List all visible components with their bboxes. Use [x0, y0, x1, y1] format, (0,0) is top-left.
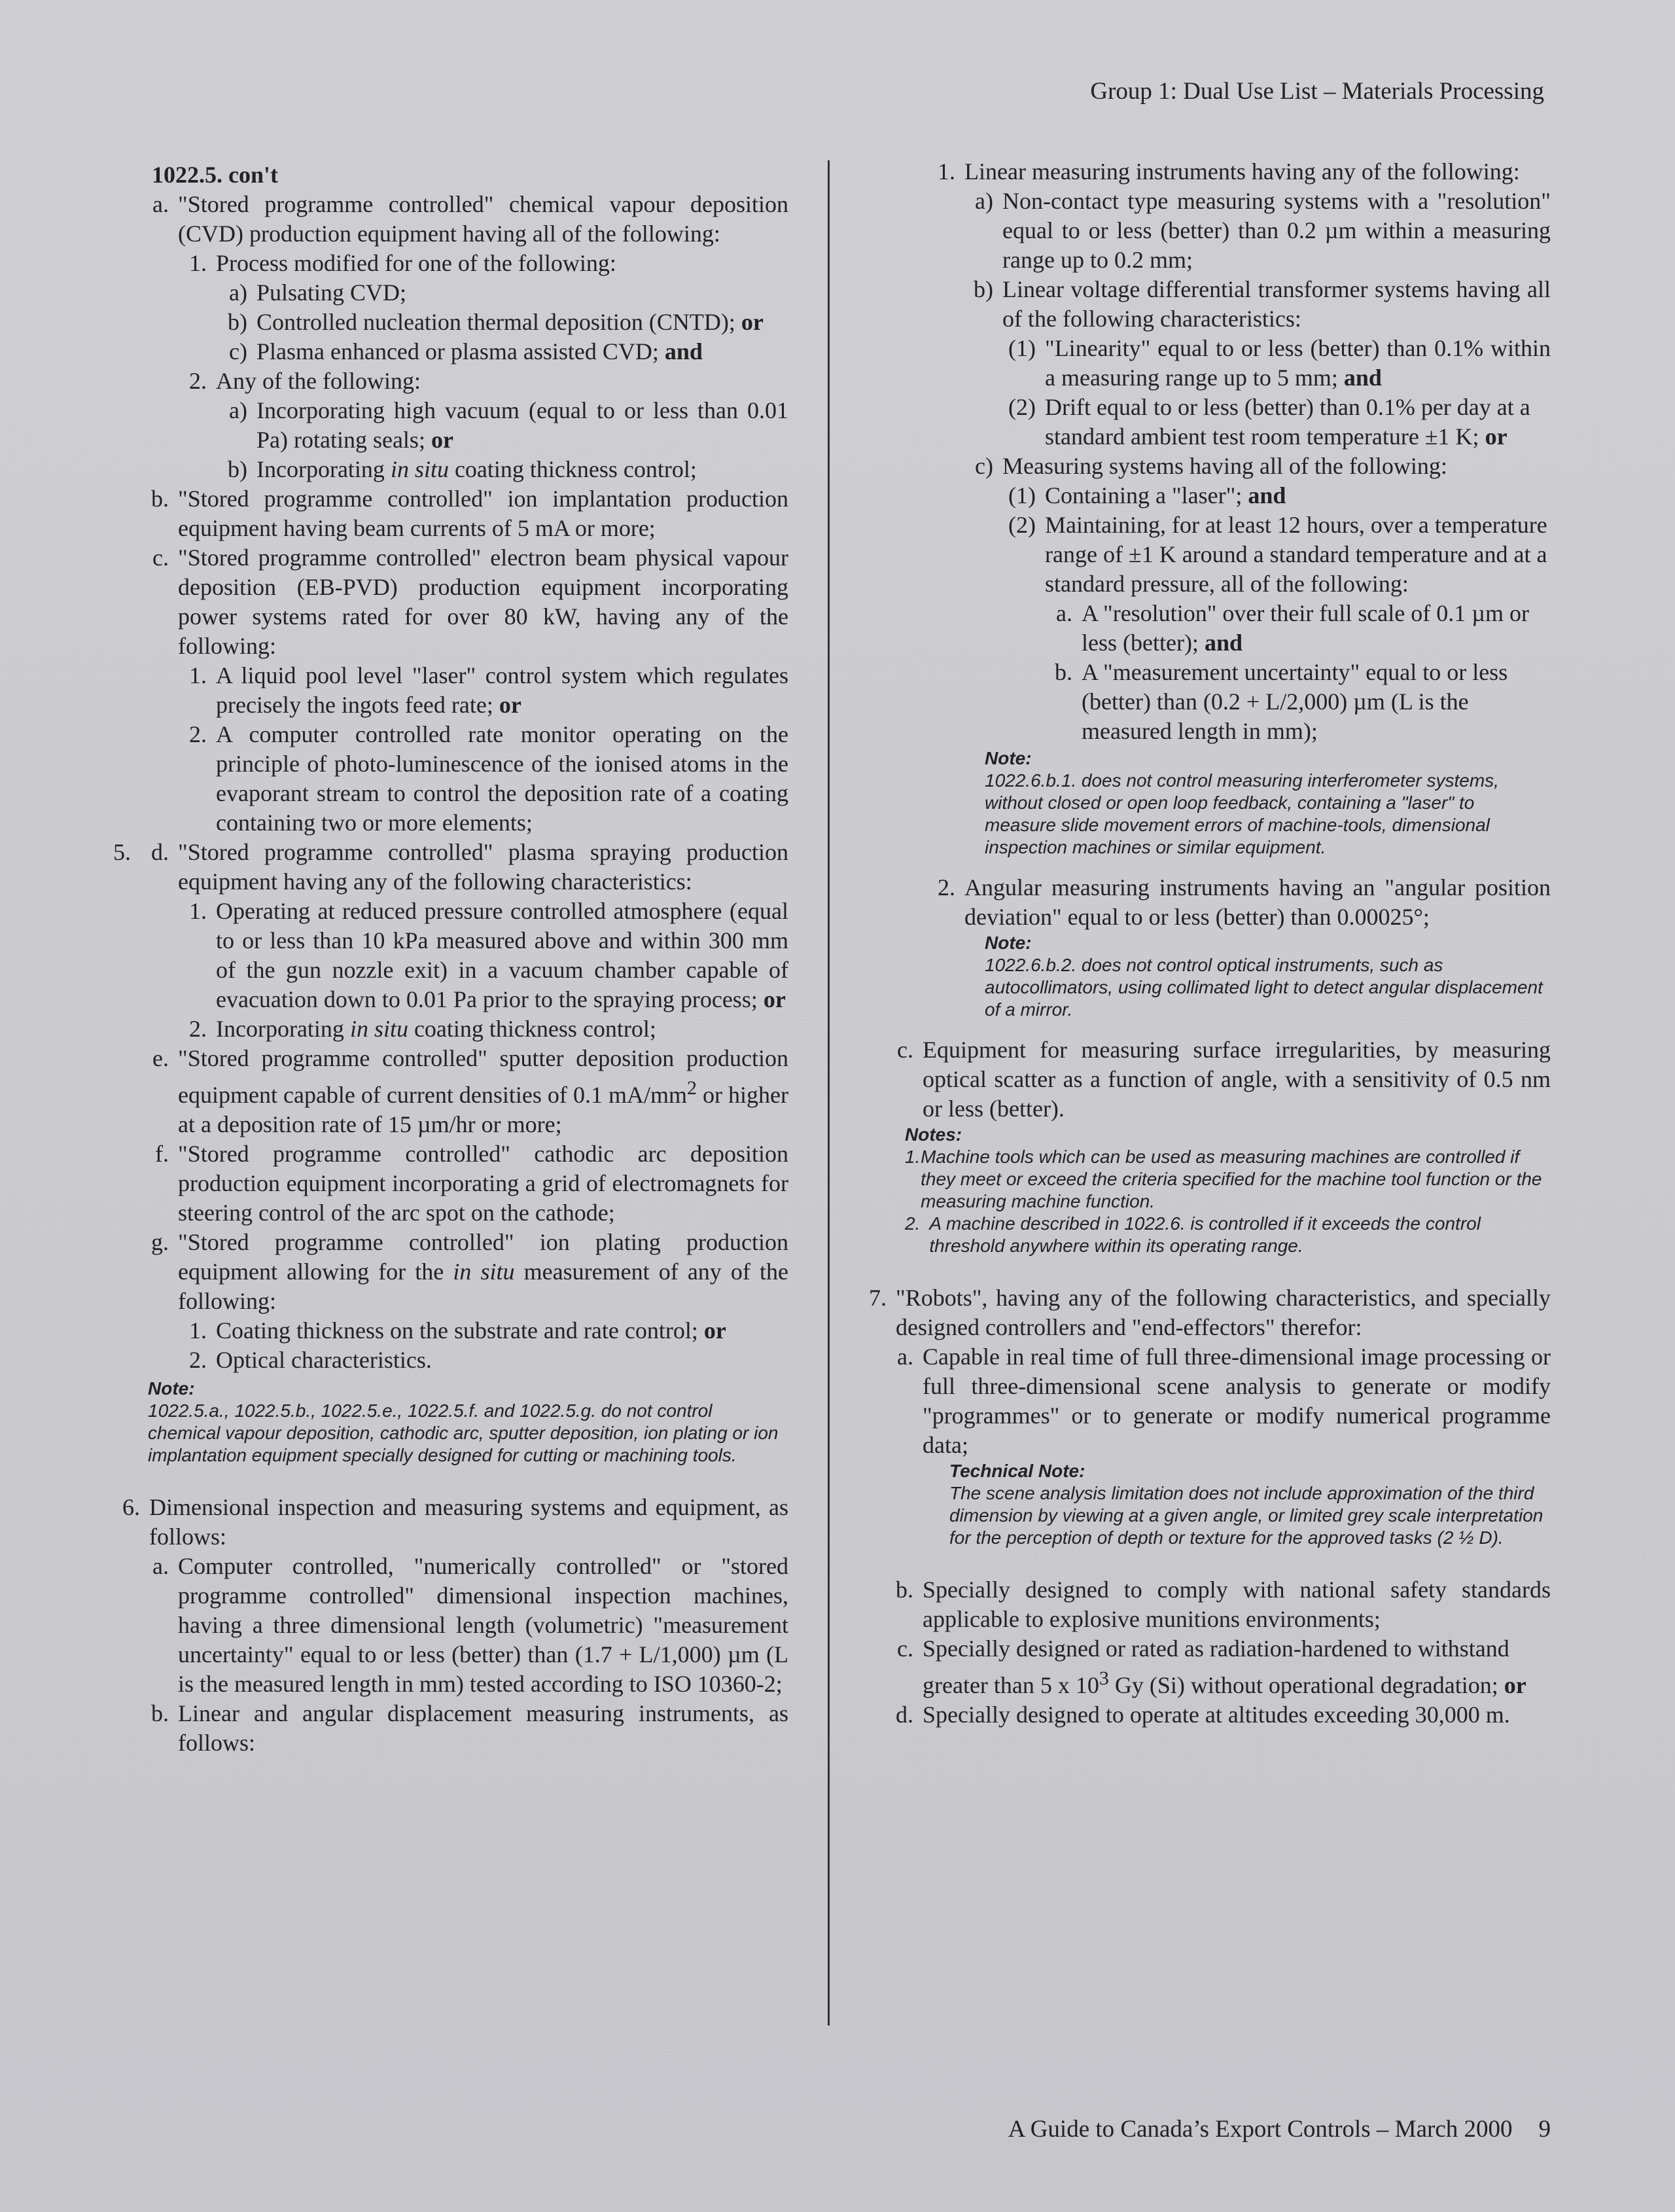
item-a2b: b) Incorporating in situ coating thickness control; — [228, 456, 697, 482]
note-heading: Note: — [985, 933, 1032, 953]
item-r1a: a) Non-contact type measuring systems with a "resolution" equal to or less (better) than 0.2 µm within a measuring range up to 0.2 mm; — [975, 188, 1551, 273]
item-a2: 2. Any of the following: — [189, 368, 421, 394]
item-g: g. "Stored programme controlled" ion plating production equipment allowing for the in situ measurement of any of the following: — [151, 1229, 789, 1314]
item-r1c2a: a. A "resolution" over their full scale of 0.1 µm or less (better); and — [1056, 600, 1529, 656]
notes-heading: Notes: — [905, 1124, 962, 1145]
right-column — [854, 157, 1551, 1730]
item-r1c: c) Measuring systems having all of the following: — [975, 453, 1447, 479]
item-d2: 2. Incorporating in situ coating thickness control; — [189, 1016, 656, 1042]
column-divider — [828, 160, 830, 2025]
section-7: 7. "Robots", having any of the following characteristics, and specially designed controllers and "end-effectors" therefor: — [869, 1285, 1551, 1340]
left-column — [105, 160, 788, 1758]
item-r1b2: (2) Drift equal to or less (better) than 0.1% per day at a standard ambient test room temperature ±1 K; or — [1008, 394, 1530, 450]
running-header: Group 1: Dual Use List – Materials Processing — [1090, 78, 1544, 105]
note-item-1: 1. Machine tools which can be used as measuring machines are controlled if they meet or exceed the criteria specified for the machine tool function or the measuring machine function. — [905, 1147, 1542, 1211]
item-f: f. "Stored programme controlled" cathodic arc deposition production equipment incorporating a grid of electromagnets for steering control of the arc spot on the cathode; — [155, 1141, 788, 1226]
running-footer — [1008, 2115, 1551, 2143]
footer-title: A Guide to Canada’s Export Controls – March 2000 — [1008, 2116, 1513, 2143]
item-rc: c. Equipment for measuring surface irregularities, by measuring optical scatter as a function of angle, with a sensitivity of 0.5 nm or less (better). — [897, 1037, 1551, 1122]
item-d1: 1. Operating at reduced pressure controlled atmosphere (equal to or less than 10 kPa measured above and within 300 mm of the gun nozzle exit) in a vacuum chamber capable of evacuation down to 0.01 Pa prior to the spraying process; or — [189, 898, 788, 1012]
item-a1b: b) Controlled nucleation thermal deposition (CNTD); or — [228, 309, 764, 335]
page-number: 9 — [1538, 2116, 1551, 2143]
item-e: e. "Stored programme controlled" sputter deposition production equipment capable of current densities of 0.1 $mA/mm^2$ or higher at a deposition rate of 15 µm/hr or more; — [152, 1045, 788, 1137]
section-6: 6. Dimensional inspection and measuring systems and equipment, as follows: — [122, 1494, 788, 1550]
note-item-2: 2. A machine described in 1022.6. is controlled if it exceeds the control threshold anywhere within its operating range. — [905, 1213, 1481, 1256]
item-6a: a. Computer controlled, "numerically controlled" or "stored programme controlled" dimensional inspection machines, having a three dimensional length (volumetric) "measurement uncertainty" equal to or less (better) than (1.7 + L/1,000) µm (L is the measured length in mm) tested according to ISO 10360-2; — [152, 1553, 788, 1697]
item-r2: 2. Angular measuring instruments having an "angular position deviation" equal to or less (better) than 0.00025°; — [938, 874, 1551, 930]
item-r1c2: (2) Maintaining, for at least 12 hours, over a temperature range of ±1 K around a standard temperature and at a standard pressure, all of the following: — [1008, 512, 1547, 597]
item-7c: c. Specially designed or rated as radiation-hardened to withstand greater than 5 x $10^3$ Gy (Si) without operational degradation; or — [897, 1635, 1526, 1698]
note-heading: Note: — [148, 1378, 195, 1399]
item-a2a: a) Incorporating high vacuum (equal to or less than 0.01 Pa) rotating seals; or — [229, 397, 788, 453]
item-7a: a. Capable in real time of full three-dimensional image processing or full three-dimensional scene analysis to generate or modify "programmes" or to generate or modify numerical programme data; — [897, 1344, 1551, 1458]
item-7d: d. Specially designed to operate at altitudes exceeding 30,000 m. — [896, 1702, 1510, 1728]
item-r1b: b) Linear voltage differential transformer systems having all of the following characteristics: — [974, 276, 1551, 332]
note-text: 1022.6.b.1. does not control measuring interferometer systems, without closed or open loop feedback, containing a "laser" to measure slide movement errors of machine-tools, dimensional inspection machines or similar equipment. — [985, 770, 1499, 857]
item-r1c2b: b. A "measurement uncertainty" equal to or less (better) than (0.2 + L/2,000) µm (L is the measured length in mm); — [1055, 659, 1508, 744]
item-r1b1: (1) "Linearity" equal to or less (better) than 0.1% within a measuring range up to 5 mm; and — [1008, 335, 1551, 391]
item-a1a: a) Pulsating CVD; — [229, 279, 407, 306]
item-a1: 1. Process modified for one of the following: — [189, 250, 616, 276]
item-r1c1: (1) Containing a "laser"; and — [1008, 482, 1286, 508]
item-b: b. "Stored programme controlled" ion implantation production equipment having beam currents of 5 mA or more; — [151, 486, 788, 541]
item-c1: 1. A liquid pool level "laser" control system which regulates precisely the ingots feed rate; or — [189, 662, 788, 718]
item-g1: 1. Coating thickness on the substrate and rate control; or — [189, 1317, 726, 1344]
section-heading: 1022.5. con't — [152, 162, 278, 188]
item-r1: 1. Linear measuring instruments having any of the following: — [938, 158, 1520, 185]
item-c: c. "Stored programme controlled" electron beam physical vapour deposition (EB-PVD) production equipment incorporating power systems rated for over 80 kW, having any of the following: — [152, 544, 788, 659]
item-d: 5. d. "Stored programme controlled" plasma spraying production equipment having any of the following characteristics: — [113, 839, 788, 895]
item-6b: b. Linear and angular displacement measuring instruments, as follows: — [151, 1700, 788, 1756]
technical-note-text: The scene analysis limitation does not include approximation of the third dimension by viewing at a given angle, or limited grey scale interpretation for the perception of depth or texture for the approved tasks (2 ½ D). — [949, 1483, 1543, 1548]
item-7b: b. Specially designed to comply with national safety standards applicable to explosive munitions environments; — [896, 1577, 1551, 1632]
item-g2: 2. Optical characteristics. — [189, 1347, 432, 1373]
technical-note-heading: Technical Note: — [949, 1461, 1085, 1481]
note-text: 1022.5.a., 1022.5.b., 1022.5.e., 1022.5.f. and 1022.5.g. do not control chemical vapour deposition, cathodic arc, sputter deposition, ion plating or ion implantation equipment specially designed for cutting or machining tools. — [148, 1400, 779, 1465]
note-heading: Note: — [985, 748, 1032, 768]
item-a: a. "Stored programme controlled" chemical vapour deposition (CVD) production equipment having all of the following: — [152, 191, 788, 247]
item-a1c: c) Plasma enhanced or plasma assisted CVD; and — [229, 338, 703, 365]
item-c2: 2. A computer controlled rate monitor operating on the principle of photo-luminescence of the ionised atoms in the evaporant stream to control the deposition rate of a coating containing two or more elements; — [189, 721, 788, 836]
note-text: 1022.6.b.2. does not control optical instruments, such as autocollimators, using collimated light to detect angular displacement of a mirror. — [985, 955, 1543, 1020]
